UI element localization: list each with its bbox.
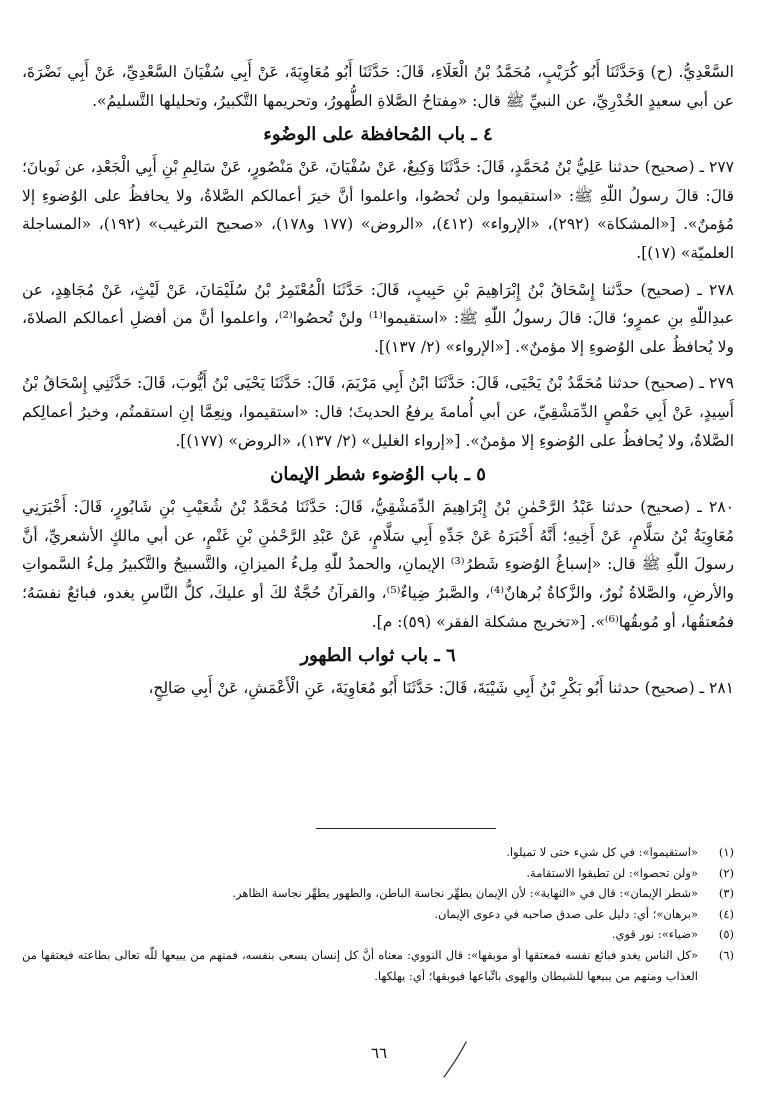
hadith-281: ٢٨١ ـ (صحيح) حدثنا أَبُو بَكْرِ بْنُ أَبِي شَيْبَةَ، قَالَ: حَدَّثَنَا أَبُو مُعَاوِيَةَ، عَنِ الْأَعْمَشِ، عَنْ أَبِي صَالِحٍ، (148, 679, 734, 698)
chapter-heading-4: ٤ ـ باب المُحافظة على الوضُوء (263, 124, 493, 146)
hadith-280: ٢٨٠ ـ (صحيح) حدثنا عَبْدُ الرَّحْمٰنِ بْنُ إِبْرَاهِيمَ الدِّمَشْقِيُّ، قَالَ: حَدَّثَنَا مُحَمَّدُ بْنُ شُعَيْبِ بْنِ شَابُورٍ، قَالَ: أَخْبَرَنِي مُعَاوِيَةُ بْنُ سَلَّامٍ، عَنْ أَخِيهِ؛ أَنَّهُ أَخْبَرَهُ عَنْ جَدِّهِ أَبِي سَلَّامٍ، عَنْ عَبْدِ الرَّحْمٰنِ بْنِ غَنْمٍ، عن أبي مالكٍ الأشعريِّ، أنَّ رسولَ اللّٰهِ ﷺ قال: «إسباغُ الوُضوءِ شَطرُ⁽³⁾ الإيمانِ، والحمدُ للّٰهِ مِلءُ الميزانِ، والتَّسبيحُ والتَّكبيرُ مِلءُ السَّمواتِ والأرضِ، والصَّلاةُ نُورٌ، والزَّكاةُ بُرهانٌ⁽⁴⁾، والصَّبرُ ضِياءٌ⁽⁵⁾، والقرآنُ حُجَّةٌ لكَ أو عليكَ، كلُّ النَّاسِ يغدو، فبائعٌ نفسَهُ؛ فمُعتقُها، أو مُوبقُها⁽⁶⁾». [«تخريج مشكلة الفقر» (٥٩): م]. (22, 498, 734, 631)
hadith-277: ٢٧٧ ـ (صحيح) حدثنا عَلِيُّ بْنُ مُحَمَّدٍ، قَالَ: حَدَّثَنَا وَكِيعٌ، عَنْ سُفْيَانَ، عَنْ مَنْصُورٍ، عَنْ سَالِمِ بْنِ أَبِي الْجَعْدِ، عن ثَوبانَ؛ قالَ: قالَ رسولُ اللّٰهِ ﷺ: «استقيموا ولن تُحصُوا، واعلموا أنَّ خيرَ أعمالكم الصَّلاةُ، ولا يحافظُ على الوُضوءِ إلا مُؤمنٌ». [«المشكاة» (٢٩٢)، «الإرواء» (٤١٢)، «الروض» (١٧٧ و١٧٨)، «صحيح الترغيب» (١٩٢)، «المساجلة العلميّة» (١٧)]. (22, 158, 734, 262)
hadith-278: ٢٧٨ ـ (صحيح) حدَّثنا إِسْحَاقُ بْنُ إِبْرَاهِيمَ بْنِ حَبِيبٍ، قَالَ: حَدَّثَنَا الْمُعْتَمِرُ بْنُ سُلَيْمَانَ، عَنْ لَيْثٍ، عَنْ مُجَاهِدٍ، عن عبدِاللّٰهِ بنِ عمرٍو؛ قالَ: قالَ رسولُ اللّٰهِ ﷺ: «استقيموا⁽¹⁾ ولنْ تُحصُوا⁽²⁾، واعلموا أنَّ من أفضلِ أعمالكم الصلاةَ، ولا يُحافظُ على الوُضوءِ إلا مؤمنٌ». [«الإرواء» (٢/ ١٣٧)]. (22, 280, 734, 356)
footnote-text: «استقيموا»: في كل شيء حتى لا تميلوا. (506, 845, 698, 859)
footnote-number: (٦) (718, 947, 734, 962)
footnote-text: «شطر الإيمان»: قال في «النهاية»: لأن الإيمان يطهِّر نجاسة الباطن، والطهور يطهِّر نجاسة الظاهر. (232, 886, 698, 901)
footnote-separator (316, 828, 496, 829)
footnote-number: (٢) (718, 865, 734, 880)
footnote-item (22, 904, 734, 925)
footnotes (22, 842, 734, 986)
footnote-number: (٤) (718, 906, 734, 921)
footnote-text: «ضياء»: نور قوي. (611, 927, 698, 942)
chapter-heading-6: ٦ ـ باب ثواب الطهور (300, 645, 456, 667)
footnote-number: (٣) (718, 886, 734, 901)
footnote-item (22, 945, 734, 986)
footnote-item (22, 883, 734, 904)
footnote-text: «برهان»؛ أي: دليل على صدق صاحبه في دعوى الإيمان. (434, 906, 698, 921)
chapter-heading-5: ٥ ـ باب الوُضوء شطر الإيمان (270, 464, 486, 486)
footnote-number: (١) (718, 845, 734, 859)
footnote-text: «ولن تحصوا»: لن تطيقوا الاستقامة. (526, 865, 698, 880)
footnote-text: «كل الناس يغدو فبائع نفسه فمعتقها أو موبقها»: قال النووي: معناه أنَّ كل إنسان يسعى بنفسه، فمنهم من يبيعها للّٰه تعالى بطاعته فيعتقها من العذاب ومنهم من يبيعها للشيطان والهوى باتِّباعها فيوبقها؛ أي: يهلكها. (22, 947, 698, 983)
footnote-item (22, 924, 734, 945)
page-number: ٦٦ (370, 1044, 388, 1062)
hadith-279: ٢٧٩ ـ (صحيح) حدثنا مُحَمَّدُ بْنُ يَحْيَى، قَالَ: حَدَّثَنَا ابْنُ أَبِي مَرْيَمَ، قَالَ: حَدَّثَنَا يَحْيَى بْنُ أَيُّوبَ، قَالَ: حَدَّثَنِي إِسْحَاقُ بْنُ أَسِيدٍ، عَنْ أَبِي حَفْصٍ الدِّمَشْقِيِّ، عن أبي أُمامةَ يرفعُ الحديثَ؛ قال: «استقيموا، ونِعِمَّا إنِ استقمتُم، وخيرُ أعمالِكم الصَّلاةُ، ولا يُحافظُ على الوُضوءِ إلا مؤمنٌ». [«إرواء الغليل» (٢/ ١٣٧)، «الروض» (١٧٧)]. (22, 374, 734, 450)
pen-stroke-mark (438, 1040, 474, 1080)
footnote-item (22, 863, 734, 884)
footnote-number: (٥) (718, 927, 734, 942)
footnote-item (22, 842, 734, 863)
paragraph-continuation: السَّعْدِيُّ. (ح) وَحَدَّثَنَا أَبُو كُرَيْبٍ، مُحَمَّدُ بْنُ الْعَلَاءِ، قَالَ: حَدَّثَنَا أَبُو مُعَاوِيَةَ، عَنْ أَبِي سُفْيَانَ السَّعْدِيِّ، عَنْ أَبِي نَضْرَةَ، عن أبي سعيدٍ الخُدْرِيِّ، عن النبيِّ ﷺ قال: «مِفتاحُ الصَّلاةِ الطُّهورُ، وتحريمها التَّكبيرُ، وتحليلها التَّسليمُ». (22, 63, 734, 110)
